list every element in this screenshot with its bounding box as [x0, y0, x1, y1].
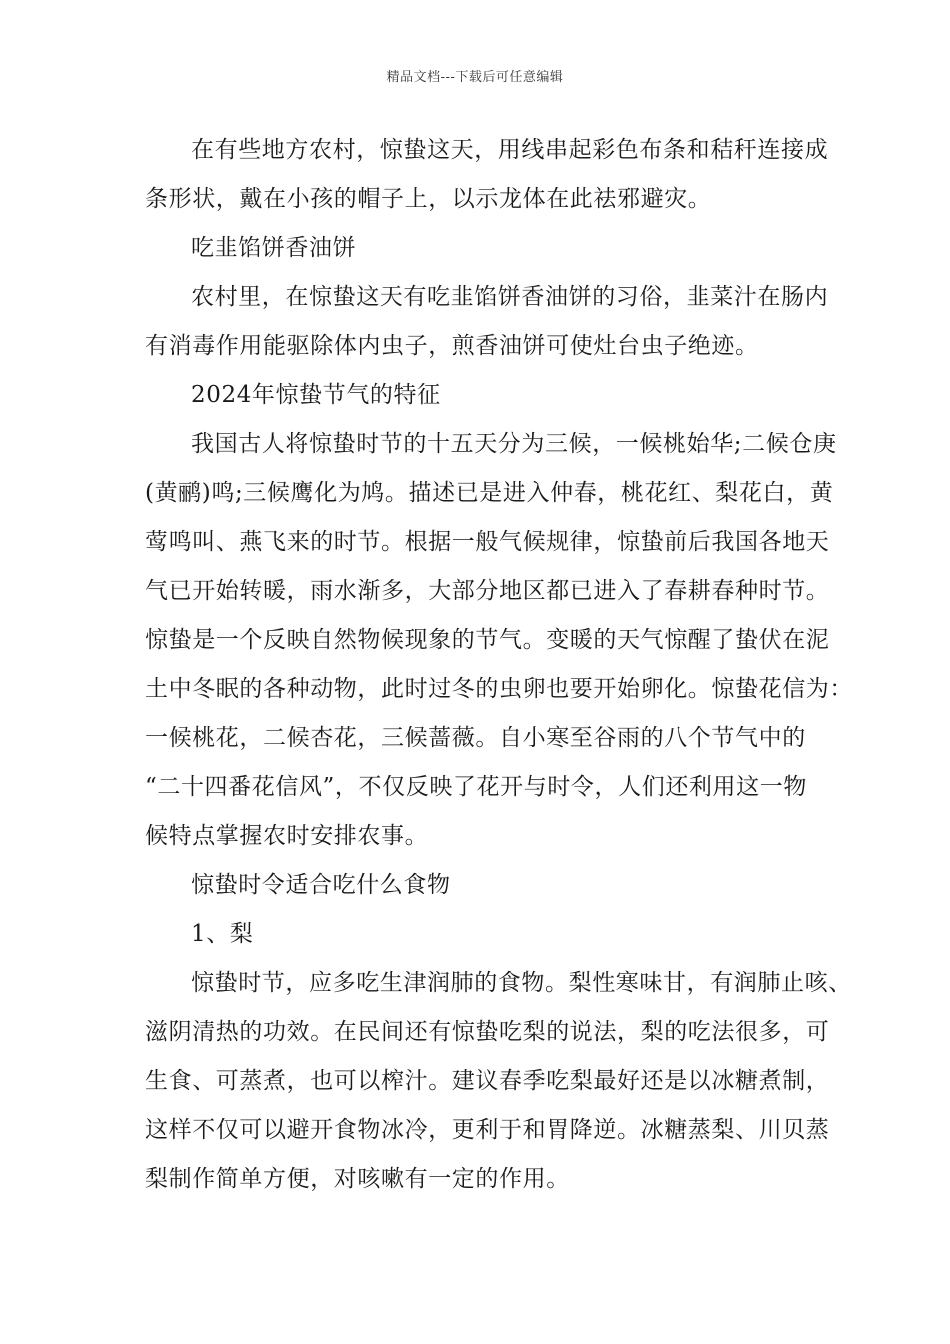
paragraph-line: 生食、可蒸煮，也可以榨汁。建议春季吃梨最好还是以冰糖煮制， [145, 1068, 830, 1094]
document-body [145, 126, 853, 1204]
paragraph-line: 惊蛰时节，应多吃生津润肺的食物。梨性寒味甘，有润肺止咳、 [191, 970, 852, 996]
paragraph-line: 梨制作简单方便，对咳嗽有一定的作用。 [145, 1166, 570, 1192]
paragraph-line: 在有些地方农村，惊蛰这天，用线串起彩色布条和秸秆连接成 [191, 137, 829, 163]
paragraph-line: 气已开始转暖，雨水渐多，大部分地区都已进入了春耕春种时节。 [145, 578, 830, 604]
paragraph-line: 莺鸣叫、燕飞来的时节。根据一般气候规律，惊蛰前后我国各地天 [145, 529, 830, 555]
paragraph-line: 农村里，在惊蛰这天有吃韭馅饼香油饼的习俗，韭菜汁在肠内 [191, 284, 829, 310]
paragraph-line: 候特点掌握农时安排农事。 [145, 823, 429, 849]
section-heading: 惊蛰时令适合吃什么食物 [191, 872, 451, 898]
section-heading: 吃韭馅饼香油饼 [191, 235, 357, 261]
paragraph-line: 滋阴清热的功效。在民间还有惊蛰吃梨的说法，梨的吃法很多，可 [145, 1019, 830, 1045]
paragraph-line: 有消毒作用能驱除体内虫子，煎香油饼可使灶台虫子绝迹。 [145, 333, 759, 359]
subsection-heading: 1、梨 [191, 921, 254, 947]
page-header: 精品文档---下载后可任意编辑 [386, 70, 564, 85]
paragraph-line: “二十四番花信风”，不仅反映了花开与时令，人们还利用这一物 [145, 774, 807, 800]
paragraph-line: 条形状，戴在小孩的帽子上，以示龙体在此祛邪避灾。 [145, 186, 712, 212]
paragraph-line: 我国古人将惊蛰时节的十五天分为三候，一候桃始华;二候仓庚 [191, 431, 837, 457]
section-heading: 2024年惊蛰节气的特征 [191, 382, 441, 408]
paragraph-line: 这样不仅可以避开食物冰冷，更利于和胃降逆。冰糖蒸梨、川贝蒸 [145, 1117, 830, 1143]
paragraph-line: (黄鹂)鸣;三候鹰化为鸠。描述已是进入仲春，桃花红、梨花白，黄 [145, 480, 834, 506]
paragraph-line: 惊蛰是一个反映自然物候现象的节气。变暖的天气惊醒了蛰伏在泥 [145, 627, 830, 653]
paragraph-line: 土中冬眠的各种动物，此时过冬的虫卵也要开始卵化。惊蛰花信为： [145, 676, 853, 702]
paragraph-line: 一候桃花，二候杏花，三候蔷薇。自小寒至谷雨的八个节气中的 [145, 725, 806, 751]
